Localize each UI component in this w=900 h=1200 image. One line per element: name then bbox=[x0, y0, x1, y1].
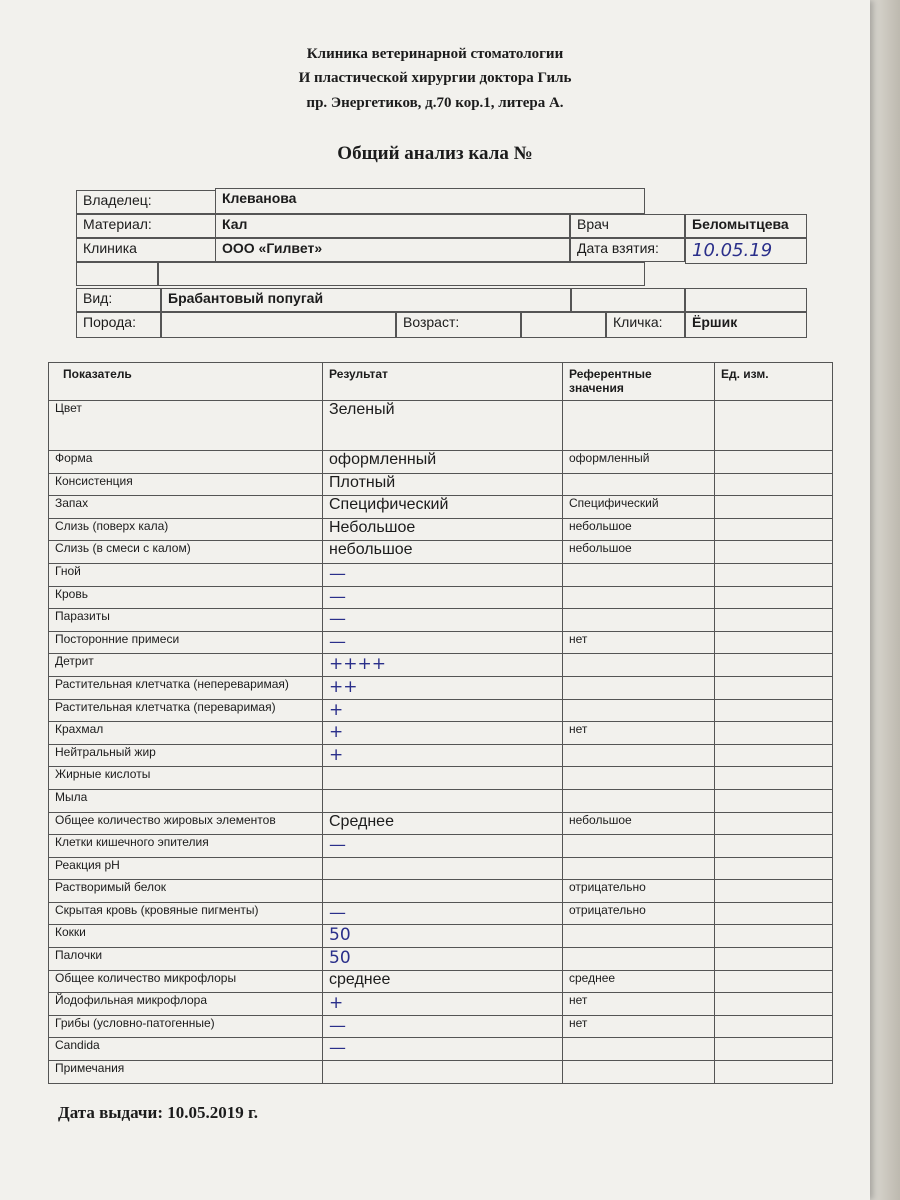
unit-cell bbox=[715, 744, 833, 767]
table-row bbox=[49, 401, 833, 451]
material-label: Материал: bbox=[76, 214, 216, 238]
result-cell bbox=[323, 857, 563, 880]
unit-cell bbox=[715, 789, 833, 812]
result-cell: — bbox=[323, 1015, 563, 1038]
blank-cell bbox=[571, 288, 685, 312]
indicator-cell: Растительная клетчатка (непереваримая) bbox=[49, 676, 323, 699]
unit-cell bbox=[715, 880, 833, 903]
clinic-name-line2: И пластической хирургии доктора Гиль bbox=[298, 70, 572, 86]
reference-cell: отрицательно bbox=[563, 880, 715, 903]
unit-cell bbox=[715, 857, 833, 880]
result-cell: — bbox=[323, 1038, 563, 1061]
unit-cell bbox=[715, 948, 833, 971]
breed-label: Порода: bbox=[76, 312, 161, 338]
reference-cell: нет bbox=[563, 1015, 715, 1038]
table-row bbox=[49, 451, 833, 474]
indicator-cell: Общее количество микрофлоры bbox=[49, 970, 323, 993]
table-row bbox=[49, 699, 833, 722]
table-row bbox=[49, 654, 833, 677]
indicator-cell: Мыла bbox=[49, 789, 323, 812]
reference-cell: нет bbox=[563, 631, 715, 654]
table-row bbox=[49, 631, 833, 654]
indicator-cell: Примечания bbox=[49, 1061, 323, 1084]
table-row bbox=[49, 835, 833, 858]
blank-cell bbox=[158, 262, 645, 286]
reference-cell bbox=[563, 699, 715, 722]
unit-cell bbox=[715, 586, 833, 609]
table-row bbox=[49, 744, 833, 767]
table-row bbox=[49, 473, 833, 496]
unit-cell bbox=[715, 473, 833, 496]
result-cell: среднее bbox=[323, 970, 563, 993]
clinic-value: ООО «Гилвет» bbox=[215, 238, 570, 262]
unit-cell bbox=[715, 654, 833, 677]
unit-cell bbox=[715, 518, 833, 541]
indicator-cell: Растворимый белок bbox=[49, 880, 323, 903]
result-cell: + bbox=[323, 722, 563, 745]
issue-date: Дата выдачи: 10.05.2019 г. bbox=[58, 1103, 259, 1122]
result-cell bbox=[323, 767, 563, 790]
result-cell bbox=[323, 880, 563, 903]
indicator-cell: Палочки bbox=[49, 948, 323, 971]
table-row bbox=[49, 993, 833, 1016]
reference-cell bbox=[563, 609, 715, 632]
unit-cell bbox=[715, 401, 833, 451]
indicator-cell: Нейтральный жир bbox=[49, 744, 323, 767]
result-cell: — bbox=[323, 902, 563, 925]
indicator-cell: Слизь (в смеси с калом) bbox=[49, 541, 323, 564]
result-cell: — bbox=[323, 835, 563, 858]
indicator-cell: Крахмал bbox=[49, 722, 323, 745]
reference-cell: небольшое bbox=[563, 518, 715, 541]
unit-cell bbox=[715, 496, 833, 519]
nickname-value: Ёршик bbox=[685, 312, 807, 338]
table-row bbox=[49, 722, 833, 745]
indicator-cell: Йодофильная микрофлора bbox=[49, 993, 323, 1016]
reference-cell bbox=[563, 676, 715, 699]
table-row bbox=[49, 541, 833, 564]
result-cell: + bbox=[323, 744, 563, 767]
clinic-name-line1: Клиника ветеринарной стоматологии bbox=[306, 46, 564, 62]
indicator-cell: Посторонние примеси bbox=[49, 631, 323, 654]
indicator-cell: Общее количество жировых элементов bbox=[49, 812, 323, 835]
date-taken-value: 10.05.19 bbox=[685, 238, 807, 264]
table-row bbox=[49, 789, 833, 812]
clinic-label: Клиника bbox=[76, 238, 216, 262]
col-header-result: Результат bbox=[323, 363, 563, 401]
reference-cell bbox=[563, 563, 715, 586]
reference-cell bbox=[563, 401, 715, 451]
indicator-cell: Консистенция bbox=[49, 473, 323, 496]
reference-cell bbox=[563, 948, 715, 971]
reference-cell bbox=[563, 473, 715, 496]
result-cell: + bbox=[323, 993, 563, 1016]
table-row bbox=[49, 496, 833, 519]
doctor-label: Врач bbox=[570, 214, 685, 238]
result-cell bbox=[323, 1061, 563, 1084]
unit-cell bbox=[715, 631, 833, 654]
result-cell: — bbox=[323, 586, 563, 609]
reference-cell bbox=[563, 767, 715, 790]
age-value bbox=[521, 312, 606, 338]
result-cell: — bbox=[323, 631, 563, 654]
unit-cell bbox=[715, 835, 833, 858]
reference-cell: Специфический bbox=[563, 496, 715, 519]
result-cell: небольшое bbox=[323, 541, 563, 564]
result-cell: — bbox=[323, 609, 563, 632]
table-row bbox=[49, 970, 833, 993]
reference-cell bbox=[563, 925, 715, 948]
result-cell: 50 bbox=[323, 948, 563, 971]
table-row bbox=[49, 902, 833, 925]
table-row bbox=[49, 925, 833, 948]
unit-cell bbox=[715, 451, 833, 474]
table-row bbox=[49, 676, 833, 699]
unit-cell bbox=[715, 993, 833, 1016]
unit-cell bbox=[715, 1061, 833, 1084]
reference-cell bbox=[563, 835, 715, 858]
reference-cell bbox=[563, 1038, 715, 1061]
nickname-label: Кличка: bbox=[606, 312, 685, 338]
col-header-unit: Ед. изм. bbox=[715, 363, 833, 401]
owner-label: Владелец: bbox=[76, 190, 216, 214]
unit-cell bbox=[715, 925, 833, 948]
blank-cell bbox=[76, 262, 158, 286]
indicator-cell: Клетки кишечного эпителия bbox=[49, 835, 323, 858]
table-row bbox=[49, 767, 833, 790]
unit-cell bbox=[715, 970, 833, 993]
reference-cell: среднее bbox=[563, 970, 715, 993]
reference-cell: отрицательно bbox=[563, 902, 715, 925]
result-cell: 50 bbox=[323, 925, 563, 948]
reference-cell bbox=[563, 857, 715, 880]
species-value: Брабантовый попугай bbox=[161, 288, 571, 312]
table-row bbox=[49, 1015, 833, 1038]
reference-cell bbox=[563, 789, 715, 812]
table-row bbox=[49, 948, 833, 971]
indicator-cell: Детрит bbox=[49, 654, 323, 677]
unit-cell bbox=[715, 1038, 833, 1061]
unit-cell bbox=[715, 902, 833, 925]
reference-cell: нет bbox=[563, 993, 715, 1016]
result-cell: Плотный bbox=[323, 473, 563, 496]
table-row bbox=[49, 586, 833, 609]
indicator-cell: Реакция рН bbox=[49, 857, 323, 880]
table-row bbox=[49, 812, 833, 835]
clinic-address: пр. Энергетиков, д.70 кор.1, литера А. bbox=[306, 95, 564, 111]
indicator-cell: Грибы (условно-патогенные) bbox=[49, 1015, 323, 1038]
indicator-cell: Запах bbox=[49, 496, 323, 519]
blank-cell bbox=[685, 288, 807, 312]
result-cell: — bbox=[323, 563, 563, 586]
unit-cell bbox=[715, 541, 833, 564]
result-cell bbox=[323, 789, 563, 812]
reference-cell: нет bbox=[563, 722, 715, 745]
unit-cell bbox=[715, 767, 833, 790]
result-cell: оформленный bbox=[323, 451, 563, 474]
material-value: Кал bbox=[215, 214, 570, 238]
table-row bbox=[49, 857, 833, 880]
table-header-row bbox=[49, 363, 833, 401]
table-row bbox=[49, 880, 833, 903]
reference-cell bbox=[563, 654, 715, 677]
unit-cell bbox=[715, 676, 833, 699]
document-title: Общий анализ кала № bbox=[337, 143, 533, 164]
reference-cell bbox=[563, 586, 715, 609]
indicator-cell: Жирные кислоты bbox=[49, 767, 323, 790]
result-cell: + bbox=[323, 699, 563, 722]
doctor-value: Беломытцева bbox=[685, 214, 807, 238]
indicator-cell: Паразиты bbox=[49, 609, 323, 632]
result-cell: Небольшое bbox=[323, 518, 563, 541]
indicator-cell: Гной bbox=[49, 563, 323, 586]
unit-cell bbox=[715, 563, 833, 586]
unit-cell bbox=[715, 609, 833, 632]
indicator-cell: Слизь (поверх кала) bbox=[49, 518, 323, 541]
indicator-cell: Цвет bbox=[49, 401, 323, 451]
unit-cell bbox=[715, 699, 833, 722]
indicator-cell: Кокки bbox=[49, 925, 323, 948]
result-cell: Среднее bbox=[323, 812, 563, 835]
indicator-cell: Форма bbox=[49, 451, 323, 474]
table-row bbox=[49, 1038, 833, 1061]
table-row bbox=[49, 609, 833, 632]
results-table bbox=[48, 362, 833, 1084]
unit-cell bbox=[715, 722, 833, 745]
breed-value bbox=[161, 312, 396, 338]
col-header-indicator: Показатель bbox=[49, 363, 323, 401]
reference-cell: небольшое bbox=[563, 812, 715, 835]
date-taken-label: Дата взятия: bbox=[570, 238, 685, 262]
col-header-reference: Референтные значения bbox=[563, 363, 715, 401]
table-row bbox=[49, 518, 833, 541]
reference-cell bbox=[563, 744, 715, 767]
result-cell: Зеленый bbox=[323, 401, 563, 451]
unit-cell bbox=[715, 812, 833, 835]
result-cell: ++++ bbox=[323, 654, 563, 677]
unit-cell bbox=[715, 1015, 833, 1038]
indicator-cell: Растительная клетчатка (переваримая) bbox=[49, 699, 323, 722]
reference-cell: небольшое bbox=[563, 541, 715, 564]
age-label: Возраст: bbox=[396, 312, 521, 338]
indicator-cell: Candida bbox=[49, 1038, 323, 1061]
species-label: Вид: bbox=[76, 288, 161, 312]
indicator-cell: Скрытая кровь (кровяные пигменты) bbox=[49, 902, 323, 925]
table-row bbox=[49, 563, 833, 586]
indicator-cell: Кровь bbox=[49, 586, 323, 609]
reference-cell bbox=[563, 1061, 715, 1084]
result-cell: Специфический bbox=[323, 496, 563, 519]
result-cell: ++ bbox=[323, 676, 563, 699]
reference-cell: оформленный bbox=[563, 451, 715, 474]
owner-value: Клеванова bbox=[215, 188, 645, 214]
table-row bbox=[49, 1061, 833, 1084]
